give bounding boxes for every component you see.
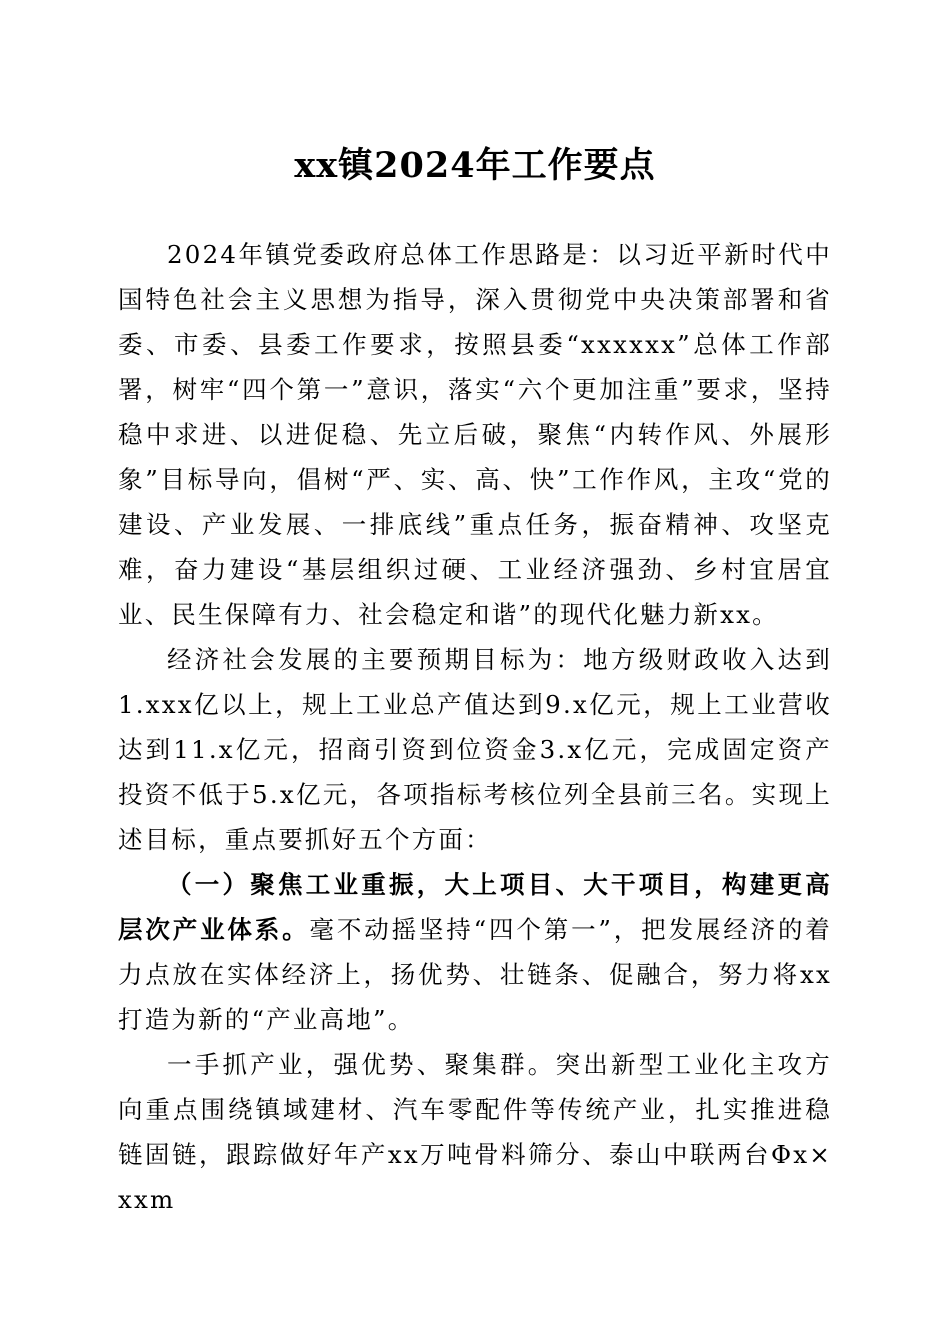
- document-body: [118, 232, 832, 1222]
- section-one-text: 毫不动摇坚持“四个第一”，把发展经济的着力点放在实体经济上，扬优势、壮链条、促融合，努力将xx打造为新的“产业高地”。: [118, 915, 832, 1034]
- paragraph-overall-approach: 2024年镇党委政府总体工作思路是：以习近平新时代中国特色社会主义思想为指导，深入贯彻党中央决策部署和省委、市委、县委工作要求，按照县委“xxxxxx”总体工作部署，树牢“四个第一”意识，落实“六个更加注重”要求，坚持稳中求进、以进促稳、先立后破，聚焦“内转作风、外展形象”目标导向，倡树“严、实、高、快”工作作风，主攻“党的建设、产业发展、一排底线”重点任务，振奋精神、攻坚克难，奋力建设“基层组织过硬、工业经济强劲、乡村宜居宜业、民生保障有力、社会稳定和谐”的现代化魅力新xx。: [118, 240, 832, 629]
- document-title: xx镇2024年工作要点: [294, 145, 656, 186]
- section-one-heading: （一）聚焦工业重振，大上项目、大干项目，构建更高层次产业体系。: [118, 870, 832, 944]
- paragraph-expected-targets: 经济社会发展的主要预期目标为：地方级财政收入达到1.xxx亿以上，规上工业总产值达到9.x亿元，规上工业营收达到11.x亿元，招商引资到位资金3.x亿元，完成固定资产投资不低于5.x亿元，各项指标考核位列全县前三名。实现上述目标，重点要抓好五个方面：: [118, 645, 832, 854]
- paragraph-industry: 一手抓产业，强优势、聚集群。突出新型工业化主攻方向重点围绕镇域建材、汽车零配件等传统产业，扎实推进稳链固链，跟踪做好年产xx万吨骨料筛分、泰山中联两台Φx×xxm: [118, 1050, 832, 1214]
- paragraph-section-one: [118, 862, 832, 1042]
